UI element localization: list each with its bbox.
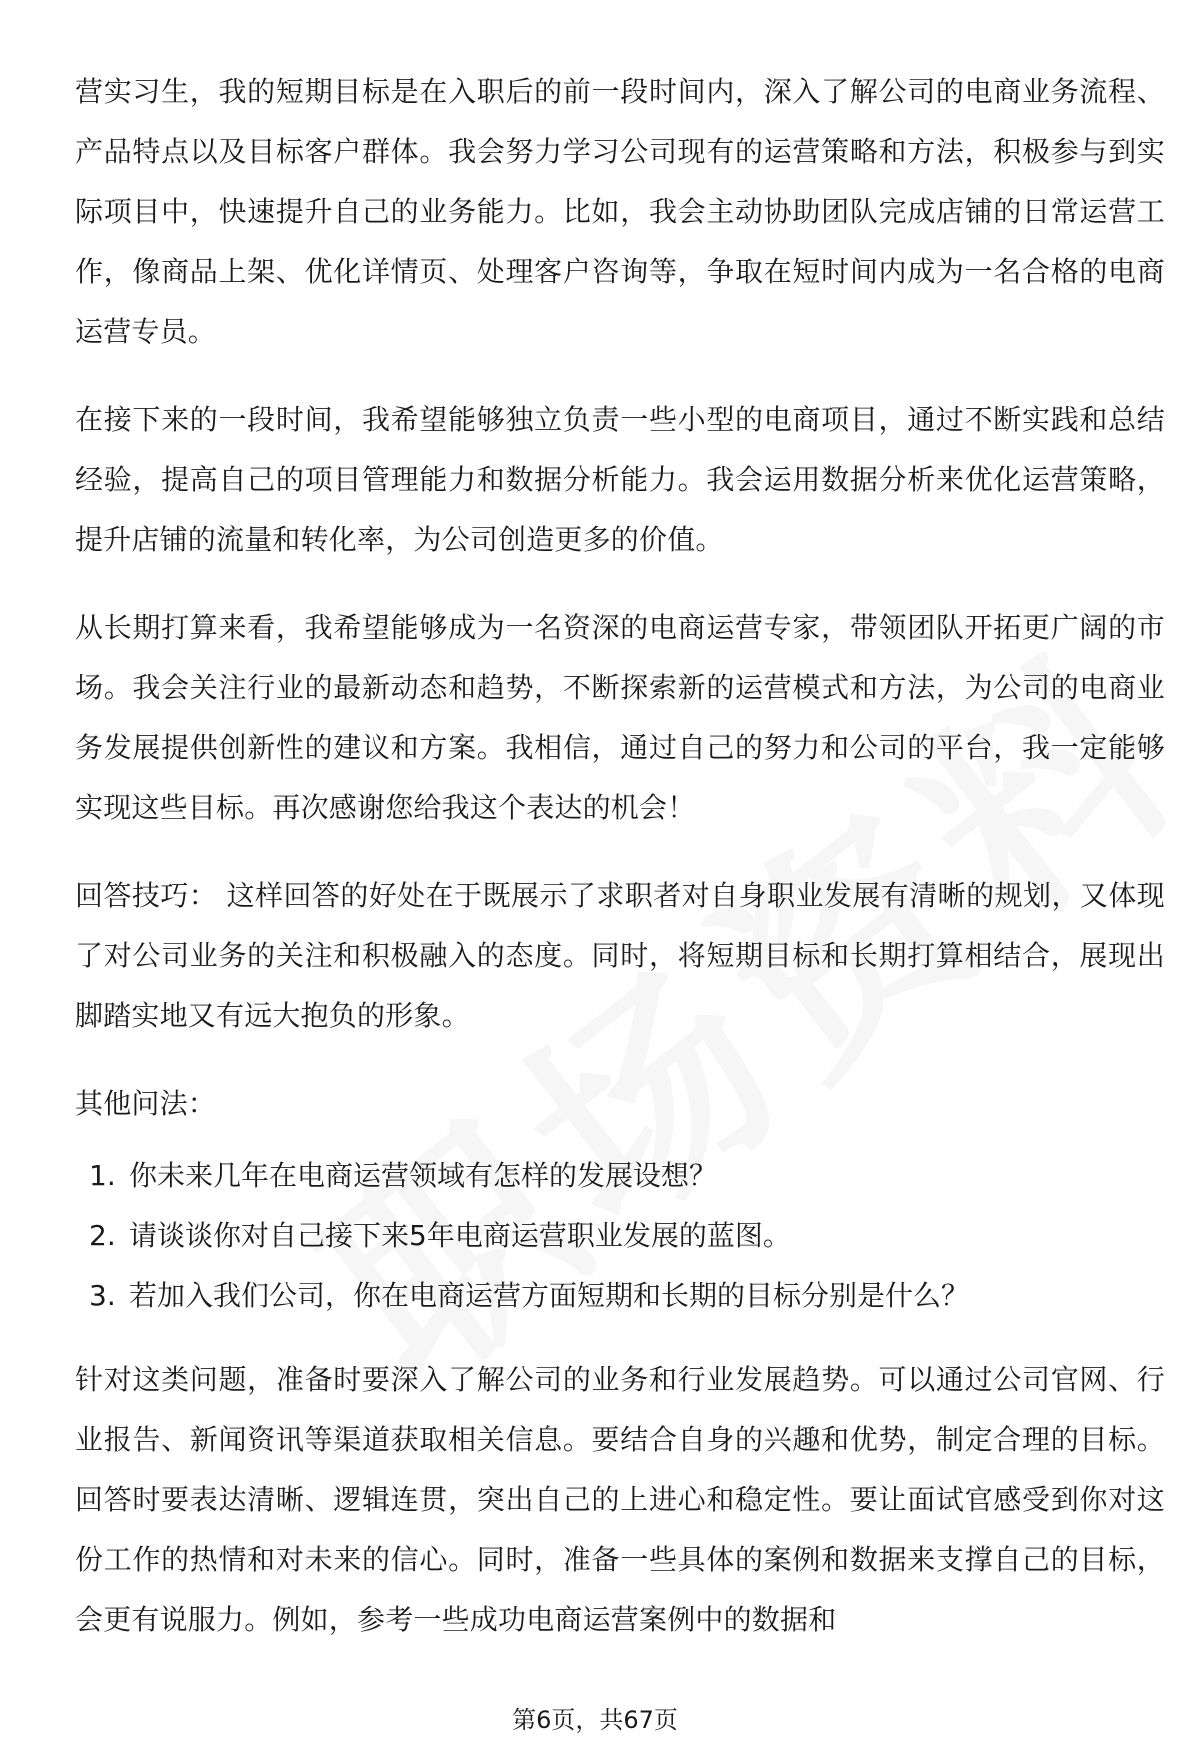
paragraph-answer-tips: 回答技巧： 这样回答的好处在于既展示了求职者对自身职业发展有清晰的规划，又体现了对公司业务的关注和积极融入的态度。同时，将短期目标和长期打算相结合，展现出脚踏实地又有远大抱负的形象。 — [75, 879, 1165, 1032]
page-number-footer: 第6页，共67页 — [512, 1706, 678, 1734]
paragraph-mid-term-goal: 在接下来的一段时间，我希望能够独立负责一些小型的电商项目，通过不断实践和总结经验，提高自己的项目管理能力和数据分析能力。我会运用数据分析来优化运营策略，提升店铺的流量和转化率，为公司创造更多的价值。 — [75, 403, 1165, 556]
list-item-number: 2. — [89, 1219, 116, 1252]
paragraph-short-term-goal: 营实习生，我的短期目标是在入职后的前一段时间内，深入了解公司的电商业务流程、产品特点以及目标客户群体。我会努力学习公司现有的运营策略和方法，积极参与到实际项目中，快速提升自己的业务能力。比如，我会主动协助团队完成店铺的日常运营工作，像商品上架、优化详情页、处理客户咨询等，争取在短时间内成为一名合格的电商运营专员。 — [75, 75, 1165, 348]
paragraph-other-questions-heading: 其他问法： — [75, 1087, 217, 1120]
list-item-number: 1. — [89, 1159, 116, 1192]
paragraph-long-term-goal: 从长期打算来看，我希望能够成为一名资深的电商运营专家，带领团队开拓更广阔的市场。我会关注行业的最新动态和趋势，不断探索新的运营模式和方法，为公司的电商业务发展提供创新性的建议和方案。我相信，通过自己的努力和公司的平台，我一定能够实现这些目标。再次感谢您给我这个表达的机会！ — [75, 611, 1165, 824]
document-body — [75, 62, 1165, 1678]
list-item-text: 请谈谈你对自己接下来5年电商运营职业发展的蓝图。 — [129, 1219, 791, 1252]
other-questions-list — [75, 1146, 1165, 1326]
list-item-text: 若加入我们公司，你在电商运营方面短期和长期的目标分别是什么？ — [129, 1279, 970, 1312]
list-item — [75, 1266, 1165, 1326]
list-item — [75, 1206, 1165, 1266]
list-item — [75, 1146, 1165, 1206]
paragraph-preparation-advice: 针对这类问题，准备时要深入了解公司的业务和行业发展趋势。可以通过公司官网、行业报告、新闻资讯等渠道获取相关信息。要结合自身的兴趣和优势，制定合理的目标。回答时要表达清晰、逻辑连贯，突出自己的上进心和稳定性。要让面试官感受到你对这份工作的热情和对未来的信心。同时，准备一些具体的案例和数据来支撑自己的目标，会更有说服力。例如，参考一些成功电商运营案例中的数据和 — [75, 1363, 1165, 1636]
list-item-number: 3. — [89, 1279, 116, 1312]
list-item-text: 你未来几年在电商运营领域有怎样的发展设想？ — [129, 1159, 718, 1192]
